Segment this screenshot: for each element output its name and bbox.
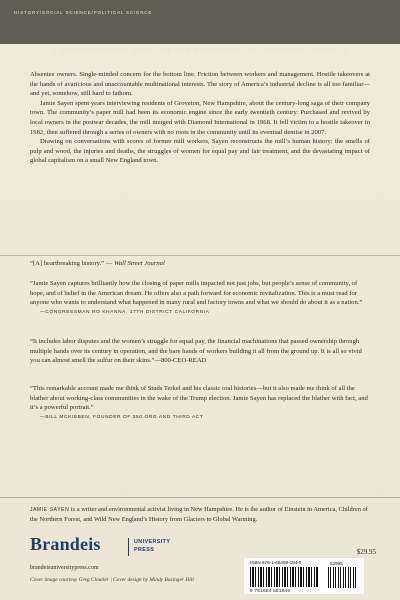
blurb [30,279,370,317]
author-bio [30,505,375,524]
barcode-digits: 9 781684 581849 [250,588,291,593]
blurb-text: “It includes labor disputes and the women’s struggle for equal pay, the financial machinations that passed ownership through multiple hands over its century in operation, and the bare hands of workers building it all from the ground up. It is all so vivid you can almost smell the sulfur on their skins.”—800-CEO-READ [30,338,362,364]
category-label: HISTORY/SOCIAL SCIENCE/POLITICAL SCIENCE [14,10,153,15]
blurb-text: “Jamie Sayen captures brilliantly how the closing of paper mills impacted not just jobs, but people’s sense of community, of hope, and of belief in the American dream. He offers also a path forward for economic revitalization. This is a must read for anyone who wants to understand what happened in many rural and factory towns and what we should do about it as a nation.” [30,280,363,306]
cover-credits: Cover image courtesy Greg Cloutier | Cover design by Mindy Basinger Hill [30,577,194,583]
logo-divider [128,538,129,556]
divider [0,497,400,498]
blurb [30,337,370,366]
publisher-line1: UNIVERSITY [134,539,171,545]
barcode-bars [250,567,318,587]
author-bio-text: is a writer and environmental activist living in New Hampshire. He is the author of Einstein in America, Children of the Northern Forest, and Wild New England’s History from Glaciers to Global Warming. [30,506,368,523]
blurb [30,259,370,269]
author-name: JAMIE SAYEN [30,507,70,513]
price: $29.95 [356,548,376,556]
price-addon-digits: 52995 [330,561,343,566]
description-paragraph: Drawing on conversations with scores of former mill workers, Sayen reconstructs the mill’s human history: the smells of pulp and wood, the injuries and deaths, the struggles of women for equal pay and fair treatment, and the devastating impact of global capitalism on a small New England town. [30,138,370,165]
publisher-url[interactable]: brandeisuniversitypress.com [30,565,99,571]
blurb-source: Wall Street Journal [113,260,165,267]
divider [0,255,400,256]
description-paragraph: Jamie Sayen spent years interviewing residents of Groveton, New Hampshire, about the century-long saga of their company town. The community’s paper mill had been its economic engine since the early twentieth century. Purchased and revived by local owners in the postwar decades, the mill merged with Diamond International in 1968. It fell victim to a hostile takeover in 1982, then suffered through a series of owners with no roots in the community until its eventual demise in 2007. [30,99,370,136]
top-band [0,0,400,44]
blurb [30,384,370,422]
tagline: A HEARTBREAKING STORY OF THE DECIMATION OF INDUSTRIAL AMERICA [51,46,349,55]
blurb-attribution: —CONGRESSMAN RO KHANNA, 17TH DISTRICT CALIFORNIA [40,309,210,315]
description [30,70,370,166]
publisher-line2: PRESS [134,547,155,553]
blurb-text: “[A] heartbreaking history.” — [30,260,113,267]
description-paragraph: Absentee owners. Single-minded concern for the bottom line. Friction between workers and management. Hostile takeovers at the hands of avaricious and unaccountable multinational interests. The story of America’s industrial decline is all too familiar—and yet, somehow, still hard to fathom. [30,71,370,98]
publisher-subtitle [134,538,170,554]
isbn-label: ISBN 978-1-68458-184-9 [250,560,302,565]
price-addon-bars [328,567,358,588]
blurb-attribution: —BILL MCKIBBEN, FOUNDER OF 350.ORG AND THIRD ACT [40,414,204,420]
blurb-text: “This remarkable account made me think of Studs Terkel and his classic oral histories—but it also made me think of all the blather about working-class communities in the wake of the Trump election. Jamie Sayen has replaced the blather with fact, and it’s a powerful portrait.” [30,385,368,411]
publisher-name: Brandeis [30,534,101,554]
